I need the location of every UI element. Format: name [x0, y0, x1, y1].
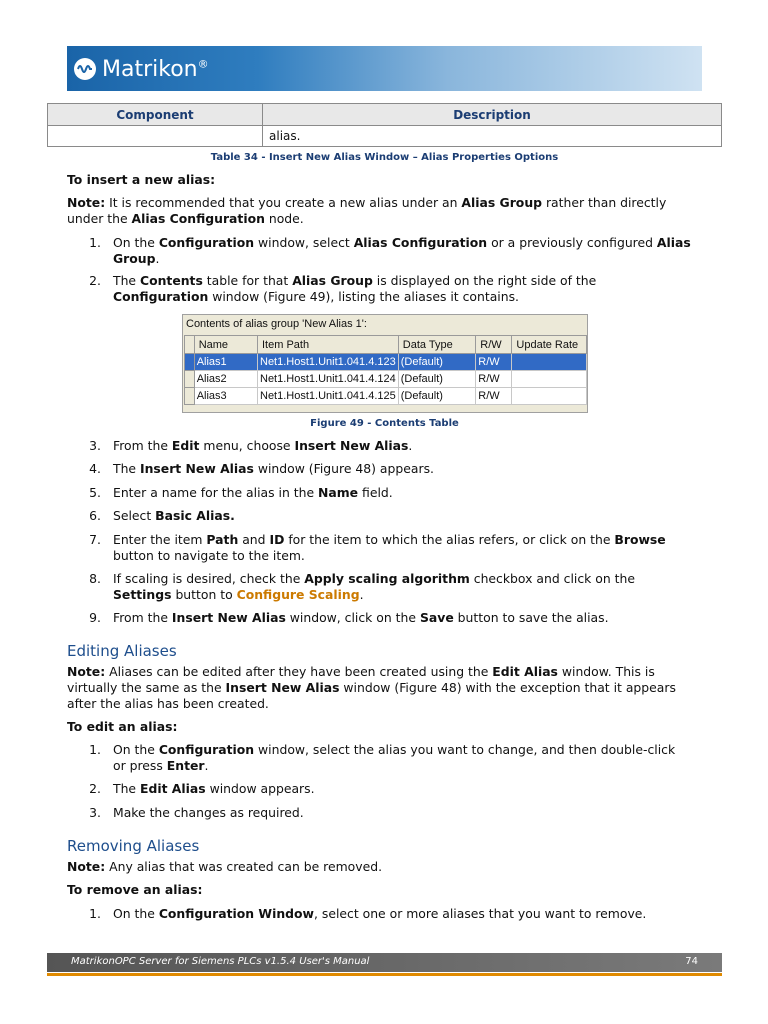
table-cell: Alias2 — [194, 371, 257, 388]
table-cell: (Default) — [398, 354, 476, 371]
footer-rule — [47, 973, 722, 976]
figure-caption: Figure 49 - Contents Table — [310, 418, 459, 429]
column-header-item-path[interactable]: Item Path — [258, 336, 399, 354]
table-cell: alias. — [263, 126, 722, 147]
insert-step-1: On the Configuration window, select Alias Configuration or a previously configured Alias Group. — [113, 235, 691, 266]
step-number: 3. — [89, 805, 101, 820]
contents-title: Contents of alias group 'New Alias 1': — [186, 318, 367, 330]
logo-text: Matrikon® — [102, 56, 209, 82]
removing-aliases-title: Removing Aliases — [67, 837, 200, 855]
insert-step-7: Enter the item Path and ID for the item to which the alias refers, or click on the Browse button to navigate to the item. — [113, 532, 666, 563]
step-number: 6. — [89, 508, 101, 523]
step-number: 5. — [89, 485, 101, 500]
page-number: 74 — [685, 956, 698, 967]
step-number: 1. — [89, 906, 101, 921]
row-header-stub — [185, 354, 195, 371]
step-number: 7. — [89, 532, 101, 547]
footer-text: MatrikonOPC Server for Siemens PLCs v1.5.4 User's Manual — [71, 956, 370, 967]
matrikon-logo-icon — [74, 58, 96, 80]
component-table — [47, 103, 722, 147]
remove-step-1: On the Configuration Window, select one or more aliases that you want to remove. — [113, 906, 647, 921]
step-number: 4. — [89, 461, 101, 476]
configure-scaling-link[interactable]: Configure Scaling — [236, 587, 360, 602]
contents-table — [184, 335, 587, 405]
table-row[interactable] — [185, 371, 587, 388]
edit-heading: To edit an alias: — [67, 719, 178, 734]
insert-step-2: The Contents table for that Alias Group is displayed on the right side of the Configuration window (Figure 49), listing the aliases it contains. — [113, 273, 597, 304]
column-header-rw[interactable]: R/W — [476, 336, 512, 354]
step-number: 8. — [89, 571, 101, 586]
page-footer — [47, 953, 722, 972]
table-cell: R/W — [476, 371, 512, 388]
column-header-description: Description — [263, 104, 722, 126]
insert-note: Note: It is recommended that you create a new alias under an Alias Group rather than directly under the Alias Configuration node. — [67, 195, 667, 226]
insert-step-8: If scaling is desired, check the Apply scaling algorithm checkbox and click on the Settings button to Configure Scaling. — [113, 571, 635, 602]
table-cell: R/W — [476, 388, 512, 405]
insert-step-6: Select Basic Alias. — [113, 508, 235, 523]
editing-aliases-title: Editing Aliases — [67, 642, 177, 660]
table-cell: (Default) — [398, 371, 476, 388]
table-cell: Net1.Host1.Unit1.041.4.125 — [258, 388, 399, 405]
insert-step-5: Enter a name for the alias in the Name field. — [113, 485, 393, 500]
column-header-update-rate[interactable]: Update Rate — [512, 336, 587, 354]
table-cell — [48, 126, 263, 147]
table-row[interactable] — [185, 354, 587, 371]
table-row — [48, 126, 722, 147]
insert-step-3: From the Edit menu, choose Insert New Alias. — [113, 438, 413, 453]
step-number: 3. — [89, 438, 101, 453]
table-cell: Alias1 — [194, 354, 257, 371]
table-cell: Net1.Host1.Unit1.041.4.124 — [258, 371, 399, 388]
step-number: 1. — [89, 742, 101, 757]
removing-note: Note: Any alias that was created can be removed. — [67, 859, 383, 874]
column-header-data-type[interactable]: Data Type — [398, 336, 476, 354]
step-number: 9. — [89, 610, 101, 625]
table-cell: R/W — [476, 354, 512, 371]
table-cell: (Default) — [398, 388, 476, 405]
table-caption: Table 34 - Insert New Alias Window – Alias Properties Options — [210, 152, 559, 163]
row-header-stub — [185, 371, 195, 388]
row-header-stub — [185, 336, 195, 354]
table-cell — [512, 371, 587, 388]
edit-step-2: The Edit Alias window appears. — [113, 781, 315, 796]
editing-note: Note: Aliases can be edited after they have been created using the Edit Alias window. This is virtually the same as the Insert New Alias window (Figure 48) with the exception that it appears after the alias has been created. — [67, 664, 676, 711]
step-number: 2. — [89, 273, 101, 288]
row-header-stub — [185, 388, 195, 405]
table-row[interactable] — [185, 388, 587, 405]
column-header-component: Component — [48, 104, 263, 126]
insert-step-4: The Insert New Alias window (Figure 48) appears. — [113, 461, 434, 476]
matrikon-logo — [74, 50, 209, 88]
step-number: 1. — [89, 235, 101, 250]
edit-step-1: On the Configuration window, select the alias you want to change, and then double-click or press Enter. — [113, 742, 676, 773]
step-number: 2. — [89, 781, 101, 796]
remove-heading: To remove an alias: — [67, 882, 203, 897]
table-cell: Net1.Host1.Unit1.041.4.123 — [258, 354, 399, 371]
insert-heading: To insert a new alias: — [67, 172, 216, 187]
insert-step-9: From the Insert New Alias window, click on the Save button to save the alias. — [113, 610, 609, 625]
table-cell — [512, 354, 587, 371]
table-cell — [512, 388, 587, 405]
contents-table-screenshot — [182, 314, 588, 413]
column-header-name[interactable]: Name — [194, 336, 257, 354]
table-cell: Alias3 — [194, 388, 257, 405]
edit-step-3: Make the changes as required. — [113, 805, 304, 820]
